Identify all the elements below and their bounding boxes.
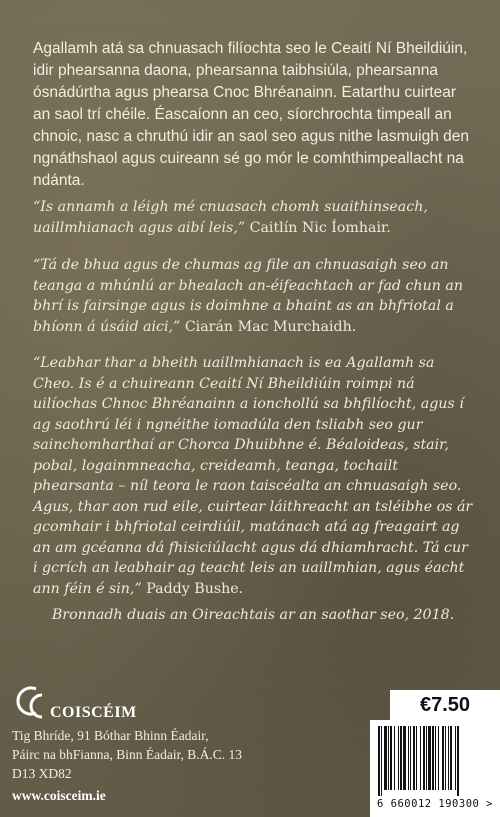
barcode-bar: [435, 726, 436, 790]
publisher-name: COISCÉIM: [50, 704, 137, 721]
publisher-website-link[interactable]: www.coisceim.ie: [12, 788, 106, 803]
review-quote: [33, 353, 473, 599]
barcode-digits: 6 660012 190300 >: [377, 798, 493, 810]
price-value: €7.50: [419, 693, 471, 716]
barcode-bar: [390, 726, 392, 790]
barcode-bar: [423, 726, 425, 790]
price-label: [390, 690, 500, 720]
barcode-bar: [394, 726, 395, 790]
barcode-bar: [413, 726, 415, 790]
barcode-bar: [450, 726, 452, 790]
award-note: Bronnadh duais an Oireachtais ar an saothar seo, 2018.: [51, 607, 455, 623]
barcode-bar: [378, 726, 380, 796]
barcode-bar: [428, 726, 431, 790]
barcode-bar: [416, 726, 417, 790]
barcode-bar: [455, 726, 456, 790]
barcode-bar: [403, 726, 406, 790]
barcode-bars-icon: [376, 726, 494, 796]
barcode-bar: [400, 726, 402, 790]
quote-author: Caitlín Nic Íomhair.: [249, 219, 391, 236]
barcode-bar: [388, 726, 389, 790]
address-line: Páirc na bhFianna, Binn Éadair, B.Á.C. 13: [12, 747, 243, 762]
review-quote: [33, 255, 473, 337]
barcode-bar: [408, 726, 409, 790]
barcode-bar: [381, 726, 382, 796]
barcode-bar: [398, 726, 399, 790]
barcode-bar: [445, 726, 446, 790]
quote-text: “Is annamh a léigh mé cnuasach chomh suaithinseach, uaillmhianach agus aibí leis,”: [33, 199, 428, 236]
quote-author: Paddy Bushe.: [146, 580, 244, 597]
quote-text: “Leabhar thar a bheith uaillmhianach is ea Agallamh sa Cheo. Is é a chuireann Ceaití Ní Bheildiúin roimpi ná uilíochas Chnoc Bhréanainn a ionchollú sa bhfilíocht, agus í ag saothrú léi i ngnéithe iomadúla den tsliabh seo gur sainchomharthaí ar Chorca Dhuibhne é. Béaloideas, stair, pobal, logainmneacha, creideamh, teanga, tochailt phearsanta – níl teora le raon taiscéalta an chnuasaigh seo. Agus, thar aon rud eile, cuirtear láithreacht an tsléibhe os ár gcomhair i bhfriotal ceirdiúil, matánach atá ag freagairt ag an am gcéanna dá fhisiciúlacht agus dá dhiamhracht. Tá cur i gcrích an leabhair ag teacht leis an uaillmhian, agus éacht ann féin é sin,”: [33, 355, 473, 597]
barcode-bar: [426, 726, 427, 790]
barcode-bar: [442, 726, 444, 790]
barcode-bar: [384, 726, 387, 790]
barcode-bar: [457, 726, 459, 796]
barcode-bar: [438, 726, 439, 790]
quote-text: “Tá de bhua agus de chumas ag file an chnuasaigh seo an teanga a mhúnlú ar bhealach an-éifeachtach ar fad chun an bhrí is fairsinge agus is doimhne a bhaint as an bhfriotal a bhíonn á úsáid aici,”: [33, 257, 463, 335]
address-line: Tig Bhríde, 91 Bóthar Bhinn Éadair,: [12, 728, 209, 743]
publisher-address: [12, 726, 372, 783]
barcode-bar: [420, 726, 421, 790]
barcode: [370, 720, 500, 817]
quote-author: Ciarán Mac Murchaidh.: [184, 318, 357, 335]
barcode-bar: [448, 726, 449, 790]
address-line: D13 XD82: [12, 766, 72, 781]
publisher-logo-icon: [12, 683, 48, 723]
barcode-bar: [410, 726, 411, 790]
review-quote: [33, 197, 473, 238]
book-blurb: Agallamh atá sa chnuasach filíochta seo le Ceaití Ní Bheildiúin, idir phearsanna daona, phearsanna taibhsiúla, phearsanna ósnádúrtha agus phearsa Cnoc Bhréanainn. Eatarthu cuirtear an saol trí chéile. Éascaíonn an ceo, síorchrochta timpeall an chnoic, nasc a chruthú idir an saol seo agus nithe lasmuigh den ngnáthshaol agus cuireann sé go mór le comhthimpeallacht na ndánta.: [33, 40, 469, 189]
barcode-bar: [432, 726, 434, 790]
